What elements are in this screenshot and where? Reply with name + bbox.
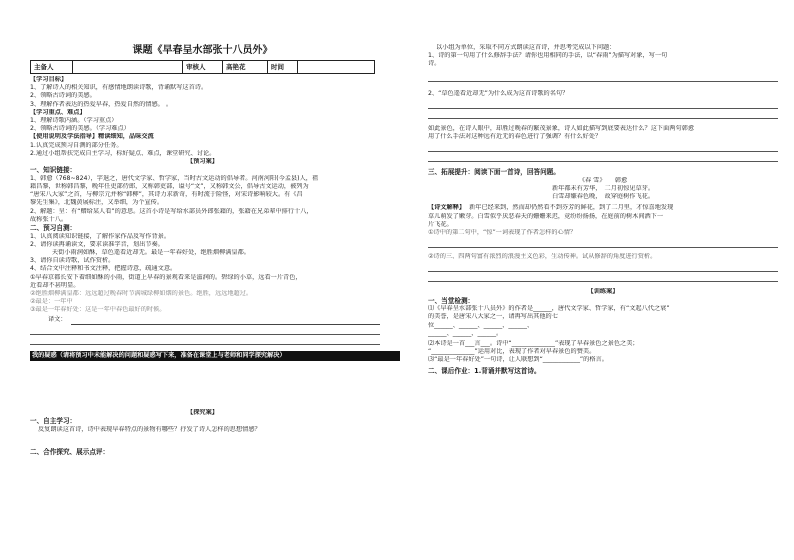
method-item: 2.通过小组帮扶完成自主学习，标好疑点、难点，课堂研究、讨论。 (30, 149, 216, 157)
time-label: 时间 (268, 61, 298, 74)
explanation-heading: 【诗文解释】 (428, 204, 466, 212)
test-question: ⑶“最是一年春好处”一句诗，让人联想到“____________”的格言。 (428, 356, 608, 364)
goal-item: 3、理解作者表达的热爱早春，热爱自然的情感。 。 (30, 100, 173, 108)
self-study-question: 反复朗读这首诗，诗中表现早春特点的景物有哪些？抒发了诗人怎样的思想情感？ (38, 425, 261, 433)
section-homework: 二、课后作业：1.背诵并默写这首诗。 (428, 366, 541, 375)
time-value[interactable] (298, 61, 375, 74)
question-1: 1、诗的第一句用了什么修辞手法？请你也用相同的手法，以“春雨”为描写对象，写一句 (428, 52, 668, 60)
explanation-text: 草儿萌发了嫩芽。白雪似乎厌恶春天的姗姗来迟，竟纷纷扬扬，在庭前的树木间洒下一 (428, 212, 664, 220)
explanation-text: 新年已经来到，然而却仍然看不到芬芳的鲜花，到了二月里，才惊喜地发现 (469, 204, 674, 212)
test-question: “______________”运用对比，表现了作者对早春景色的赞美。 (428, 348, 596, 356)
answer-line[interactable] (428, 108, 778, 109)
note-line: ③最是一年春好处：这是一年中春色最好的时候。 (30, 306, 166, 314)
answer-line[interactable] (428, 281, 778, 282)
reviewer-name: 高艳花 (223, 61, 268, 74)
section-extension: 三、拓展提升：阅读下面一首诗，回答问题。 (428, 168, 560, 177)
pretest-line: 3、请你自读诗歌，试作赏析。 (30, 257, 115, 265)
answer-line[interactable] (428, 161, 778, 162)
pretest-line: 1、认真阅读知识链接，了解作家作品及写作背景。 (30, 232, 171, 240)
left-column (30, 76, 410, 457)
right-column (428, 44, 778, 375)
training-tag: 【训练案】 (587, 288, 619, 296)
answer-line[interactable] (30, 334, 380, 335)
poem-line: 白雪却嫌春色晚， 故穿庭树作飞花。 (551, 193, 655, 201)
poem-title: 《春 雪》 韩愈 (578, 176, 628, 184)
explanation-text: 片飞花。 (428, 220, 453, 228)
question-1-cont: 诗。 (428, 60, 441, 68)
knowledge-line: “唐宋八大家”之首，与柳宗元并称“韩柳”，其诗力求新奇，有时流于险怪，对宋诗影响较大。有《昌 (30, 191, 303, 199)
question-3-cont: 用了什么手法对这种远有近无的春色进行了强调？有什么好处？ (428, 132, 602, 140)
author-value[interactable] (73, 61, 183, 74)
extension-question-1: ①诗中的第二句中，“惊”一词表现了作者怎样的心情？ (428, 228, 577, 236)
extension-question-2: ②诗的三、四两句富有浓烈的浪漫主义色彩，生动传神。试从修辞的角度进行赏析。 (428, 253, 657, 261)
test-question: 的美誉，是唐宋八大家之一，请再写出其他的七 (428, 313, 558, 321)
pretest-line: ①早春京都长安下着细如酥的小雨，街道上早春的景观看来是滋润的。碧绿的小草，远看一片青色， (30, 273, 302, 281)
key-item: 1、理解诗歌内涵。（学习重点） (30, 116, 118, 124)
answer-line[interactable] (428, 151, 778, 152)
method-heading: 【使用说明及学法指导】精读细知，品味交流 (30, 133, 154, 141)
author-label: 主备人 (31, 61, 73, 74)
answer-line[interactable] (428, 247, 778, 248)
group-intro: 以小组为单位，采取不同方式朗读这首诗，并思考完成以下问题： (436, 44, 616, 51)
goal-item: 1、了解诗人的相关知识，有感情地朗读诗歌，背诵默写这首诗。 (30, 84, 208, 92)
key-heading: 【学习重点、难点】 (30, 108, 86, 116)
section-test: 一、当堂检测： (428, 296, 475, 305)
pretest-line: 近看却不甚明显。 (30, 281, 80, 289)
question-2: 2、“草色遥看近却无”为什么成为这首诗歌的名句？ (428, 89, 569, 97)
knowledge-line: 1、韩愈（768~824），字退之，唐代文学家、哲学家，当时古文运动的倡导者。河南河阳(今孟县)人，祖 (30, 174, 319, 182)
doubts-box: 我的疑惑（请将预习中未能解决的问题和疑惑写下来，准备在课堂上与老师和同学探究解决） (30, 351, 400, 361)
test-question: ⑴《早春呈水部张十八员外》的作者是______，唐代文学家、哲学家，有“文起八代之衰” (428, 305, 670, 313)
knowledge-line: 黎先生集》，北魏黄展标注，又举细，为个宣传。 (30, 199, 164, 207)
test-question: ______、______、______。 (428, 329, 503, 337)
section-pretest: 二、预习自测： (30, 223, 77, 232)
key-item: 2、领略古诗词的美感。（学习难点） (30, 125, 130, 133)
explore-tag: 【探究案】 (187, 408, 218, 416)
test-question: ⑵本诗是一首___言___。诗中“______________”表现了早春景色之景色之美； (428, 339, 639, 347)
knowledge-line: 籍昌黎，世称韩昌黎，晚年任吏部侍郎，又称韩吏部，谥号“文”，又称韩文公，倡导古文运动，被列为 (30, 182, 309, 190)
section-cooperation: 二、合作探究、展示点评： (30, 447, 110, 456)
preview-tag: 【预习案】 (187, 157, 218, 165)
question-3: 如此景色，在诗人眼中，却胜过晚春的繁茂景象，诗人如此描写到底要表达什么？这下面两句韩愈 (428, 124, 695, 132)
poem-line: 新年都未有芳华， 二月初惊见草芽。 (551, 185, 655, 193)
section-self-study: 一、自主学习： (30, 417, 77, 426)
answer-line[interactable] (428, 118, 778, 119)
method-item: 1.认真完成预习自测的部分任务。 (30, 141, 123, 149)
translation-label: 译文： (48, 316, 67, 324)
doubts-space[interactable] (30, 361, 410, 409)
translation-row (30, 316, 410, 324)
knowledge-line: 2、解题：呈：有“赠给某人看”的意思。这首小诗是写给水部员外郎张籍的，张籍在兄弟辈中排行十八， (30, 207, 313, 215)
reviewer-label: 审核人 (183, 61, 223, 74)
poem-line: 天街小雨润如酥，草色遥看近却无。最是一年春好处，绝胜烟柳满皇都。 (52, 248, 250, 256)
section-knowledge: 一、知识链接： (30, 166, 77, 175)
page-title: 课题《早春呈水部张十八员外》 (132, 45, 273, 56)
answer-line[interactable] (428, 81, 778, 82)
meta-table (30, 60, 375, 74)
goal-item: 2、领略古诗词的美感。 (30, 92, 96, 100)
pretest-line: 2、请你读再诵读文，要求读准字音，划出节奏。 (30, 240, 164, 248)
goals-heading: 【学习目标】 (30, 76, 68, 83)
knowledge-line: 故称张十八。 (30, 215, 68, 223)
translation-answer-line[interactable] (71, 318, 380, 325)
pretest-line: 4、结合文中注释和书文注释，把握诗意，疏通文意。 (30, 265, 177, 273)
answer-line[interactable] (428, 271, 778, 272)
note-line: ②最是：一年中 (30, 298, 73, 306)
test-question: 位______、______、______、______、 (428, 321, 534, 329)
answer-line[interactable] (30, 344, 380, 345)
note-line: ②绝胜烟柳满皇都：远远超过晚春时节满城绿柳如烟的景色。绝胜，远远地超过。 (30, 289, 253, 297)
